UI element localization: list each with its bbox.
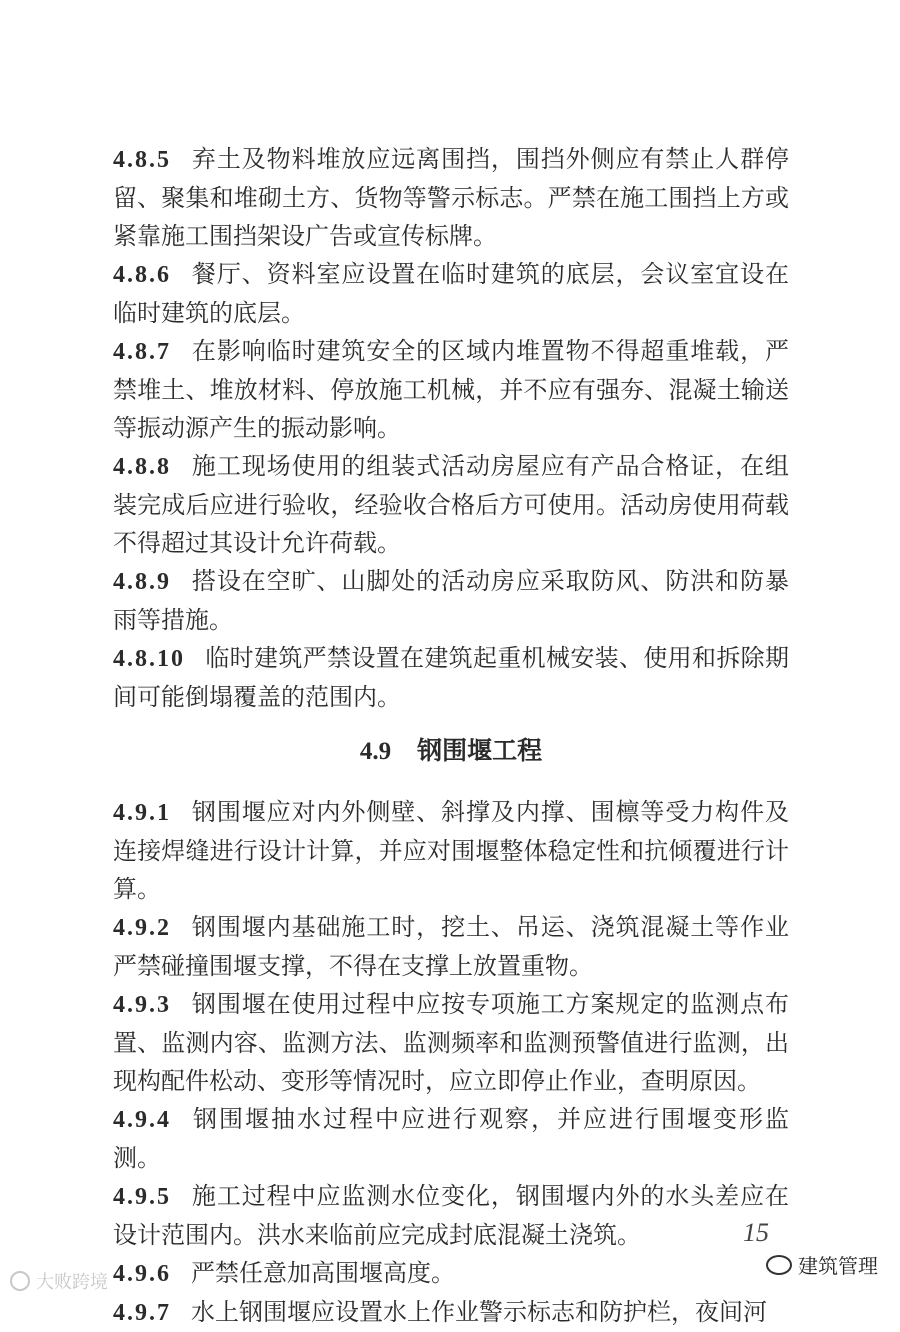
- clauses-4-9: [113, 793, 789, 1332]
- watermark-right: [766, 1250, 878, 1279]
- clause: [113, 793, 789, 908]
- clause-number: 4.8.7: [113, 339, 171, 365]
- page-number: 15: [743, 1218, 769, 1247]
- clause-text: 钢围堰应对内外侧壁、斜撑及内撑、围檩等受力构件及连接焊缝进行设计计算，并应对围堰整体稳定性和抗倾覆进行计算。: [113, 798, 789, 903]
- clause-text: 弃土及物料堆放应远离围挡，围挡外侧应有禁止人群停留、聚集和堆砌土方、货物等警示标志。严禁在施工围挡上方或紧靠施工围挡架设广告或宣传标牌。: [113, 145, 789, 250]
- clause: [113, 255, 789, 332]
- section-heading: [113, 732, 789, 771]
- watermark-left-label: 大败跨境: [36, 1272, 108, 1293]
- clause-text: 施工过程中应监测水位变化，钢围堰内外的水头差应在设计范围内。洪水来临前应完成封底混凝土浇筑。: [113, 1182, 789, 1249]
- clause-number: 4.8.10: [113, 646, 185, 672]
- clause: [113, 908, 789, 985]
- clause: [113, 562, 789, 639]
- clause-number: 4.9.2: [113, 915, 171, 941]
- clause-number: 4.8.8: [113, 454, 171, 480]
- clause-text: 餐厅、资料室应设置在临时建筑的底层，会议室宜设在临时建筑的底层。: [113, 260, 789, 327]
- clauses-4-8: [113, 140, 789, 716]
- clause: [113, 985, 789, 1100]
- clause-text: 水上钢围堰应设置水上作业警示标志和防护栏，夜间河: [191, 1298, 767, 1326]
- clause: [113, 332, 789, 447]
- clause-text: 钢围堰在使用过程中应按专项施工方案规定的监测点布置、监测内容、监测方法、监测频率和监测预警值进行监测，出现构配件松动、变形等情况时，应立即停止作业，查明原因。: [113, 990, 789, 1095]
- clause-number: 4.8.6: [113, 262, 171, 288]
- wechat-icon: [766, 1255, 792, 1275]
- clause: [113, 1254, 789, 1293]
- clause-text: 施工现场使用的组装式活动房屋应有产品合格证，在组装完成后应进行验收，经验收合格后方可使用。活动房使用荷载不得超过其设计允许荷载。: [113, 452, 789, 557]
- watermark-left: [10, 1268, 108, 1294]
- clause-text: 在影响临时建筑安全的区域内堆置物不得超重堆载，严禁堆土、堆放材料、停放施工机械，并不应有强夯、混凝土输送等振动源产生的振动影响。: [113, 337, 789, 442]
- section-number: 4.9: [359, 738, 392, 765]
- clause-number: 4.9.7: [113, 1300, 171, 1326]
- page-content: [113, 140, 789, 1332]
- clause: [113, 140, 789, 255]
- clause-number: 4.9.1: [113, 800, 171, 826]
- clause-number: 4.9.6: [113, 1261, 171, 1287]
- clause-text: 钢围堰抽水过程中应进行观察，并应进行围堰变形监测。: [113, 1105, 789, 1172]
- clause-text: 搭设在空旷、山脚处的活动房应采取防风、防洪和防暴雨等措施。: [113, 567, 789, 634]
- clause-text: 钢围堰内基础施工时，挖土、吊运、浇筑混凝土等作业严禁碰撞围堰支撑，不得在支撑上放置重物。: [113, 913, 789, 980]
- section-title: 钢围堰工程: [417, 736, 543, 765]
- clause: [113, 1177, 789, 1254]
- clause: [113, 447, 789, 562]
- clause-text: 临时建筑严禁设置在建筑起重机械安装、使用和拆除期间可能倒塌覆盖的范围内。: [113, 644, 789, 711]
- clause-number: 4.9.5: [113, 1184, 171, 1210]
- clause-text: 严禁任意加高围堰高度。: [191, 1259, 455, 1287]
- clause: [113, 639, 789, 716]
- watermark-right-label: 建筑管理: [798, 1254, 878, 1278]
- clause: [113, 1100, 789, 1177]
- clause-number: 4.8.9: [113, 569, 171, 595]
- clause: [113, 1293, 789, 1332]
- clause-number: 4.9.4: [113, 1107, 171, 1133]
- clause-number: 4.9.3: [113, 992, 171, 1018]
- clause-number: 4.8.5: [113, 147, 171, 173]
- weibo-icon: [10, 1271, 30, 1291]
